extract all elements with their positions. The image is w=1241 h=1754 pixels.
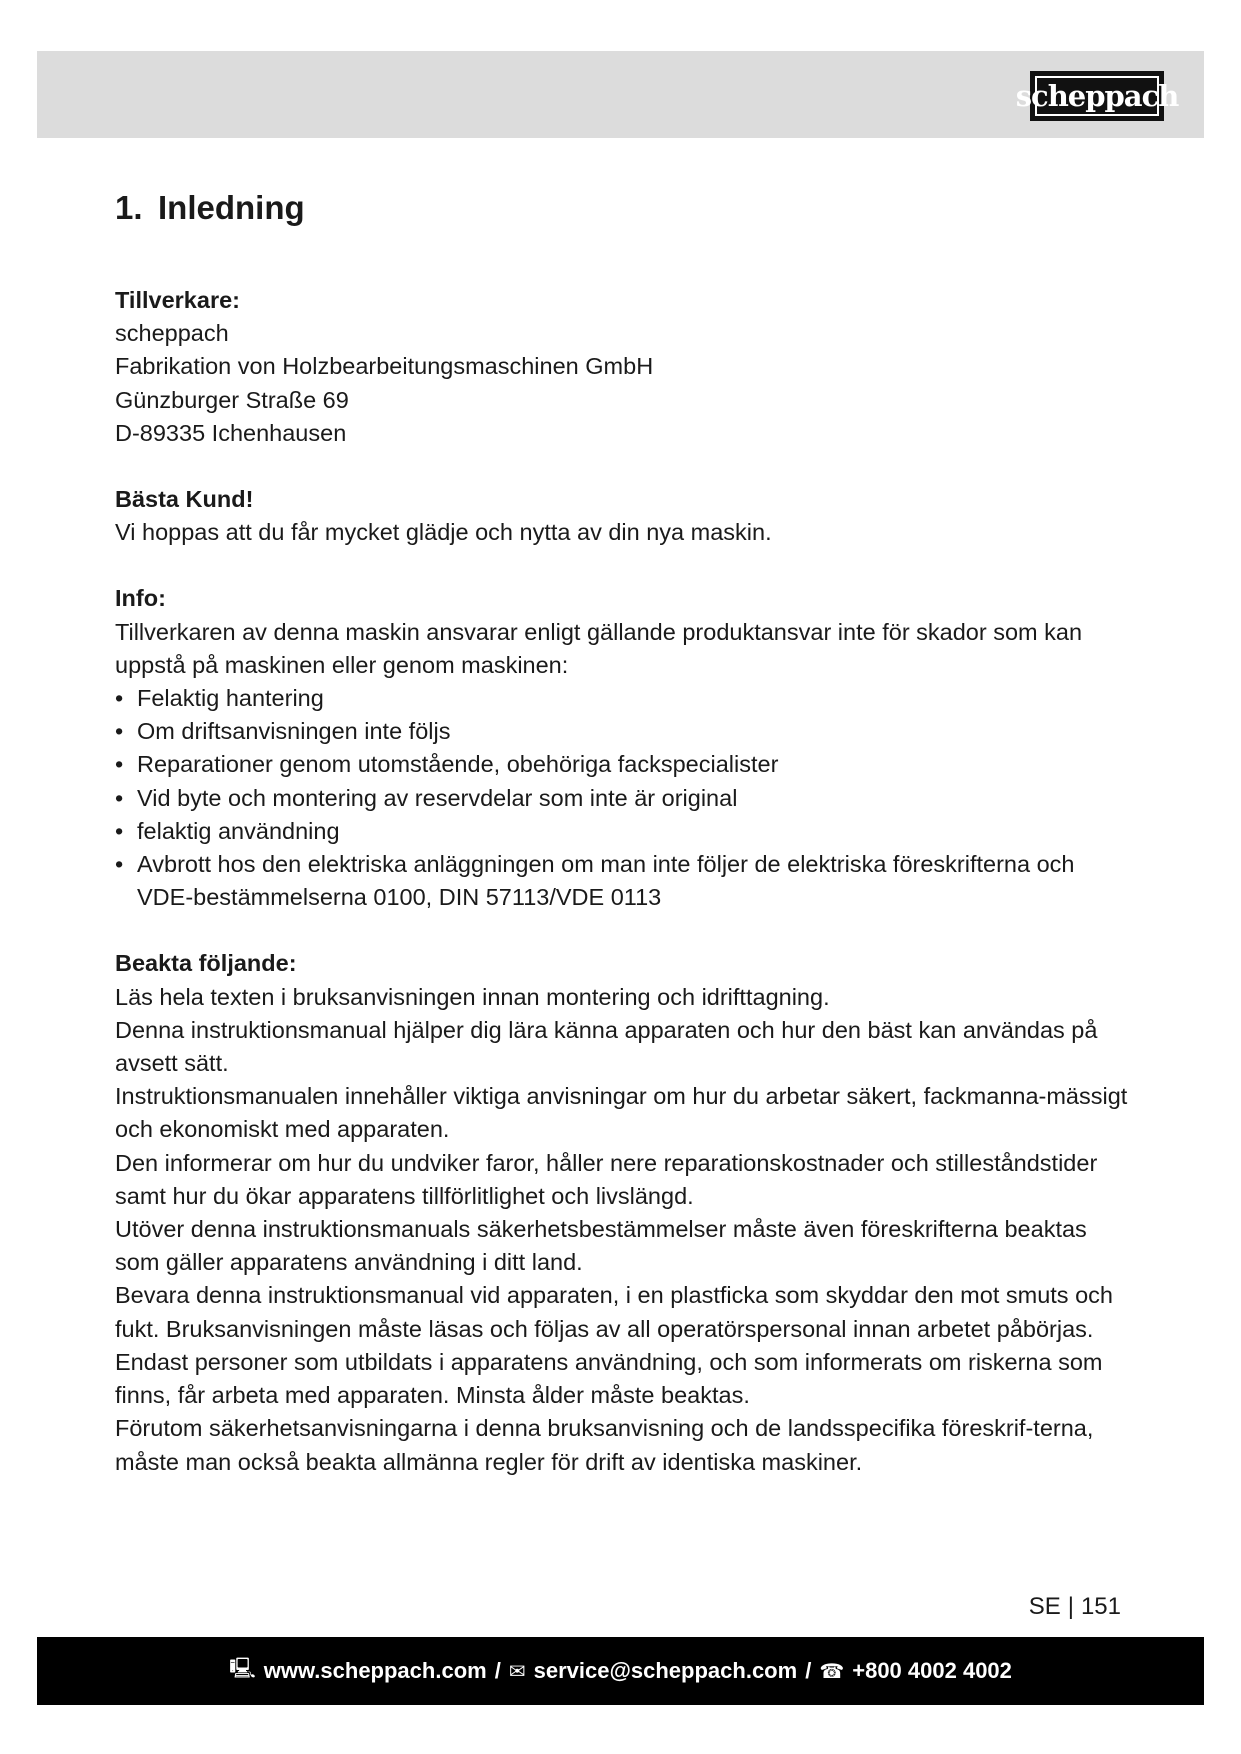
info-heading: Info: xyxy=(115,585,166,612)
info-bullet-list xyxy=(115,682,1135,914)
title-number: 1. xyxy=(115,189,143,226)
customer-text: Vi hoppas att du får mycket glädje och nytta av din nya maskin. xyxy=(115,519,772,546)
title-text: Inledning xyxy=(158,189,305,226)
manufacturer-line: Fabrikation von Holzbearbeitungsmaschinen GmbH xyxy=(115,353,654,380)
monitor-icon: 🖳 xyxy=(229,1658,256,1680)
page-num: 151 xyxy=(1080,1593,1121,1620)
website-link[interactable]: www.scheppach.com xyxy=(263,1658,487,1683)
list-item: • Avbrott hos den elektriska anläggningen om man inte följer de elektriska föreskrifterna och VDE-bestämmelserna 0100, DIN 57113/VDE 0113 xyxy=(115,848,1135,914)
phone-link[interactable]: +800 4002 4002 xyxy=(852,1658,1012,1683)
page-content xyxy=(115,180,1135,1512)
list-item: • Felaktig hantering xyxy=(115,682,1135,715)
logo-text: scheppach xyxy=(1035,76,1159,116)
brand-logo xyxy=(1015,71,1179,121)
manufacturer-line: Günzburger Straße 69 xyxy=(115,386,349,413)
manufacturer-line: D-89335 Ichenhausen xyxy=(115,419,347,446)
footer-separator: / xyxy=(805,1658,812,1683)
notice-paragraph: Läs hela texten i bruksanvisningen innan montering och idrifttagning. xyxy=(115,983,830,1010)
list-item: • Om driftsanvisningen inte följs xyxy=(115,715,1135,748)
page-number xyxy=(1029,1590,1121,1624)
customer-section xyxy=(115,483,1135,549)
info-intro: Tillverkaren av denna maskin ansvarar enligt gällande produktansvar inte för skador som kan uppstå på maskinen eller genom maskinen: xyxy=(115,618,1083,678)
notice-paragraph: Endast personer som utbildats i apparatens användning, och som informerats om riskerna som finns, får arbeta med apparaten. Minsta ålder måste beaktas. xyxy=(115,1348,1103,1409)
page-title xyxy=(115,180,1135,236)
notice-paragraph: Utöver denna instruktionsmanuals säkerhetsbestämmelser måste även föreskrifterna beaktas som gäller apparatens användning i ditt land. xyxy=(115,1216,1087,1276)
notice-paragraph: Bevara denna instruktionsmanual vid apparaten, i en plastficka som skyddar den mot smuts och fukt. Bruksanvisningen måste läsas och följas av all operatörspersonal innan arbetet påbörjas. xyxy=(115,1282,1113,1342)
list-item: • Vid byte och montering av reservdelar som inte är original xyxy=(115,782,1135,815)
email-link[interactable]: service@scheppach.com xyxy=(533,1658,798,1683)
footer-bar xyxy=(37,1637,1204,1705)
notice-paragraph: Förutom säkerhetsanvisningarna i denna bruksanvisning och de landsspecifika föreskrif-terna, måste man också beakta allmänna regler för drift av identiska maskiner. xyxy=(115,1415,1094,1475)
manufacturer-heading: Tillverkare: xyxy=(115,287,240,313)
notice-paragraph: Denna instruktionsmanual hjälper dig lära känna apparaten och hur den bäst kan användas på avsett sätt. xyxy=(115,1016,1098,1077)
list-item: • Reparationer genom utomstående, obehöriga fackspecialister xyxy=(115,748,1135,781)
notice-paragraph: Den informerar om hur du undviker faror, håller nere reparationskostnader och stilleståndstider samt hur du ökar apparatens tillförlitlighet och livslängd. xyxy=(115,1149,1098,1209)
manufacturer-section xyxy=(115,284,1135,450)
manufacturer-line: scheppach xyxy=(115,320,229,347)
footer-separator: / xyxy=(494,1658,501,1683)
notice-paragraph: Instruktionsmanualen innehåller viktiga anvisningar om hur du arbetar säkert, fackmanna-mässigt och ekonomiskt med apparaten. xyxy=(115,1083,1128,1143)
customer-heading: Bästa Kund! xyxy=(115,486,254,513)
notice-section xyxy=(115,947,1135,1478)
envelope-icon: ✉ xyxy=(508,1660,526,1683)
header-bar xyxy=(37,51,1204,138)
list-item: • felaktig användning xyxy=(115,815,1135,848)
info-section xyxy=(115,582,1135,914)
notice-heading: Beakta följande: xyxy=(115,950,297,977)
page-lang: SE xyxy=(1028,1593,1061,1620)
phone-icon: ☎ xyxy=(819,1660,845,1683)
page-separator: | xyxy=(1067,1593,1074,1620)
